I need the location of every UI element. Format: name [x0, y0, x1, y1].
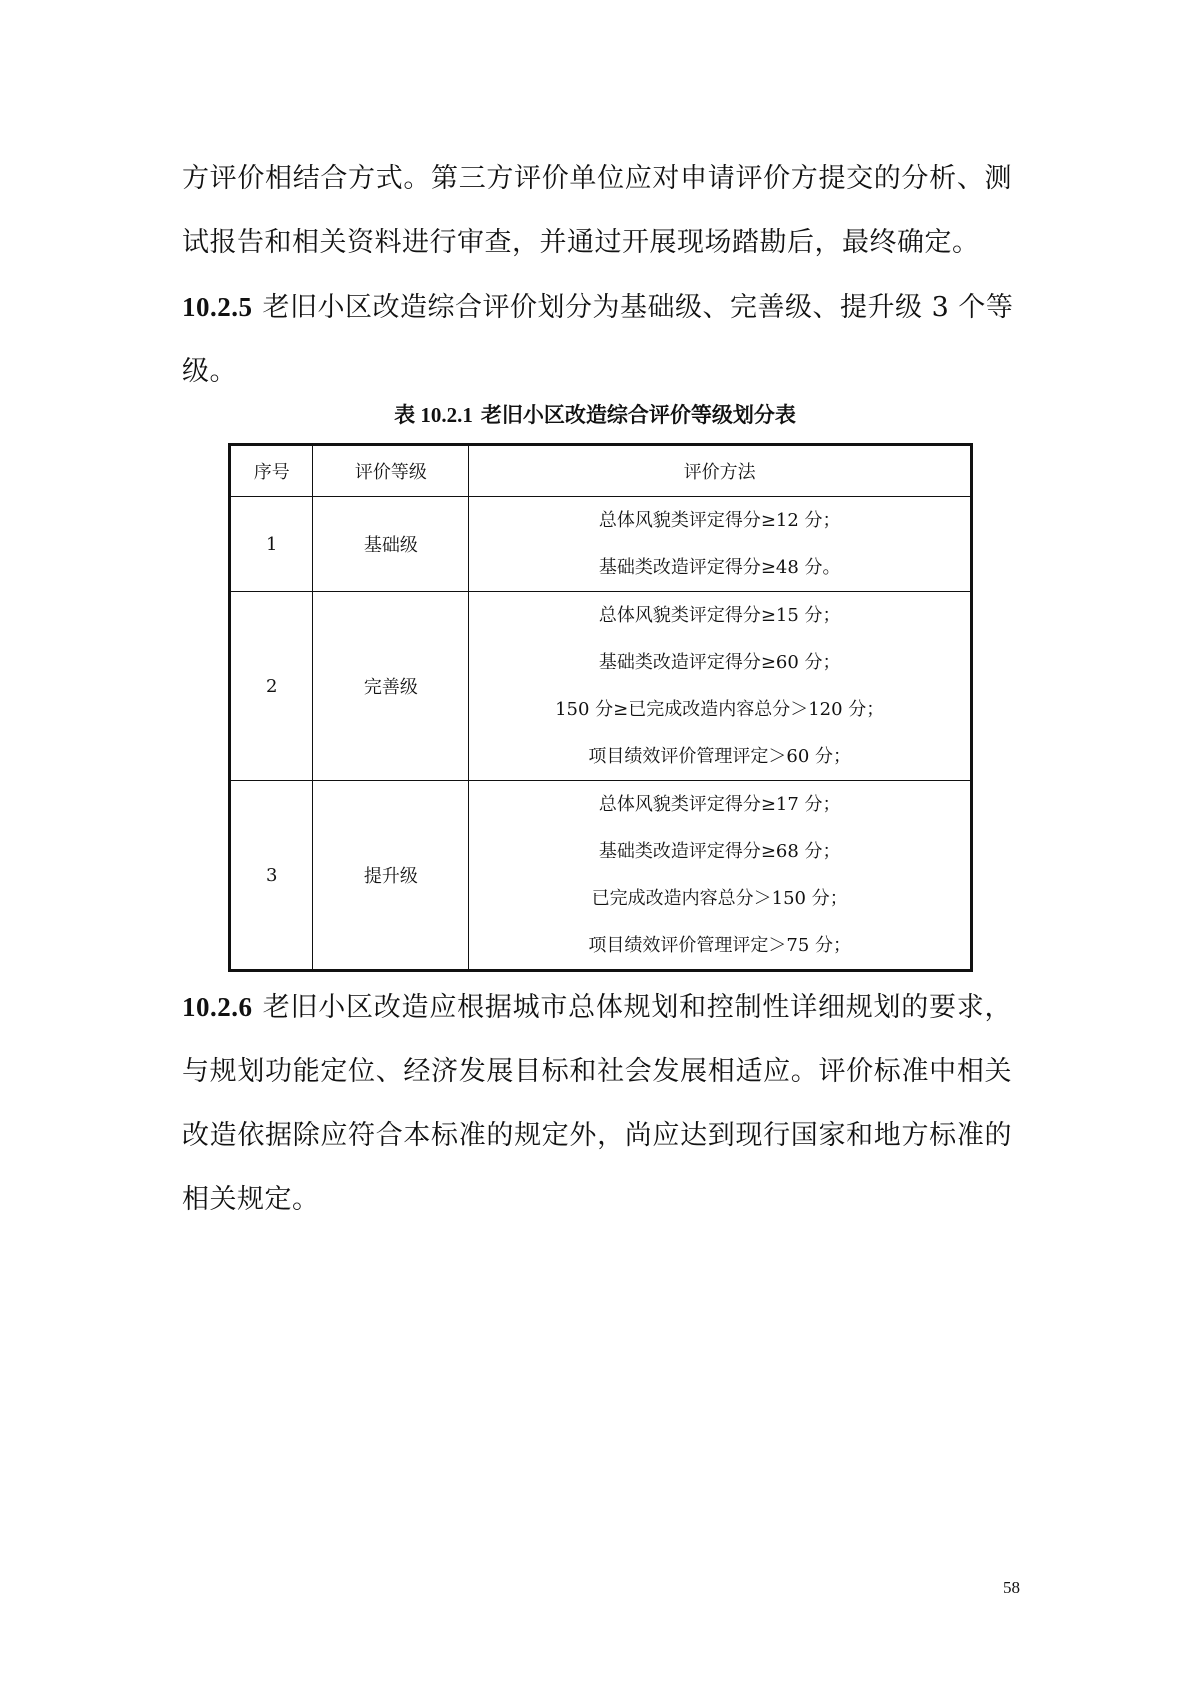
table-row: [230, 592, 972, 781]
clause-line: 改造依据除应符合本标准的规定外，尚应达到现行国家和地方标准的: [182, 1120, 1012, 1151]
row-methods: [469, 497, 972, 592]
method-line: 总体风貌类评定得分≥15 分；: [598, 605, 841, 626]
method-line: 项目绩效评价管理评定＞60 分；: [588, 746, 851, 767]
clause-line: 级。: [182, 356, 237, 387]
method-line: 总体风貌类评定得分≥17 分；: [598, 794, 841, 815]
clause-line: [182, 975, 1012, 1040]
table-header-row: [230, 445, 972, 497]
header-method: 评价方法: [469, 445, 972, 497]
method-line: 基础类改造评定得分≥48 分。: [598, 557, 841, 578]
header-grade: 评价等级: [313, 445, 469, 497]
clause-text: 老旧小区改造应根据城市总体规划和控制性详细规划的要求，: [262, 992, 1012, 1023]
method-line: 已完成改造内容总分＞150 分；: [591, 888, 848, 909]
table-caption-title: 老旧小区改造综合评价等级划分表: [480, 403, 796, 427]
clause-line: 相关规定。: [182, 1184, 320, 1215]
continued-paragraph: [182, 147, 1012, 275]
table-row: [230, 497, 972, 592]
method-line: 基础类改造评定得分≥60 分；: [598, 652, 841, 673]
method-line: 总体风貌类评定得分≥12 分；: [598, 510, 841, 531]
row-grade: 提升级: [313, 781, 469, 971]
clause-line: [182, 275, 1012, 340]
table-caption-number: 表 10.2.1: [394, 403, 473, 427]
paragraph-line: 试报告和相关资料进行审查，并通过开展现场踏勘后，最终确定。: [182, 227, 980, 258]
clause-number: 10.2.5: [182, 292, 253, 322]
paragraph-line: 方评价相结合方式。第三方评价单位应对申请评价方提交的分析、测: [182, 163, 1012, 194]
method-line: 150 分≥已完成改造内容总分＞120 分；: [555, 699, 885, 720]
row-methods: [469, 781, 972, 971]
row-no: 3: [230, 781, 313, 971]
table-caption: [0, 400, 1190, 430]
row-grade: 基础级: [313, 497, 469, 592]
grade-table: [228, 443, 973, 972]
clause-text: 老旧小区改造综合评价划分为基础级、完善级、提升级 3 个等: [262, 292, 1014, 323]
row-no: 1: [230, 497, 313, 592]
row-methods: [469, 592, 972, 781]
method-line: 项目绩效评价管理评定＞75 分；: [588, 935, 851, 956]
table-row: [230, 781, 972, 971]
row-no: 2: [230, 592, 313, 781]
row-grade: 完善级: [313, 592, 469, 781]
method-line: 基础类改造评定得分≥68 分；: [598, 841, 841, 862]
clause-line: 与规划功能定位、经济发展目标和社会发展相适应。评价标准中相关: [182, 1056, 1012, 1087]
clause-number: 10.2.6: [182, 992, 253, 1022]
page-number: 58: [1003, 1578, 1020, 1597]
clause-10-2-5: [182, 275, 1012, 404]
clause-10-2-6: [182, 975, 1012, 1232]
header-no: 序号: [230, 445, 313, 497]
